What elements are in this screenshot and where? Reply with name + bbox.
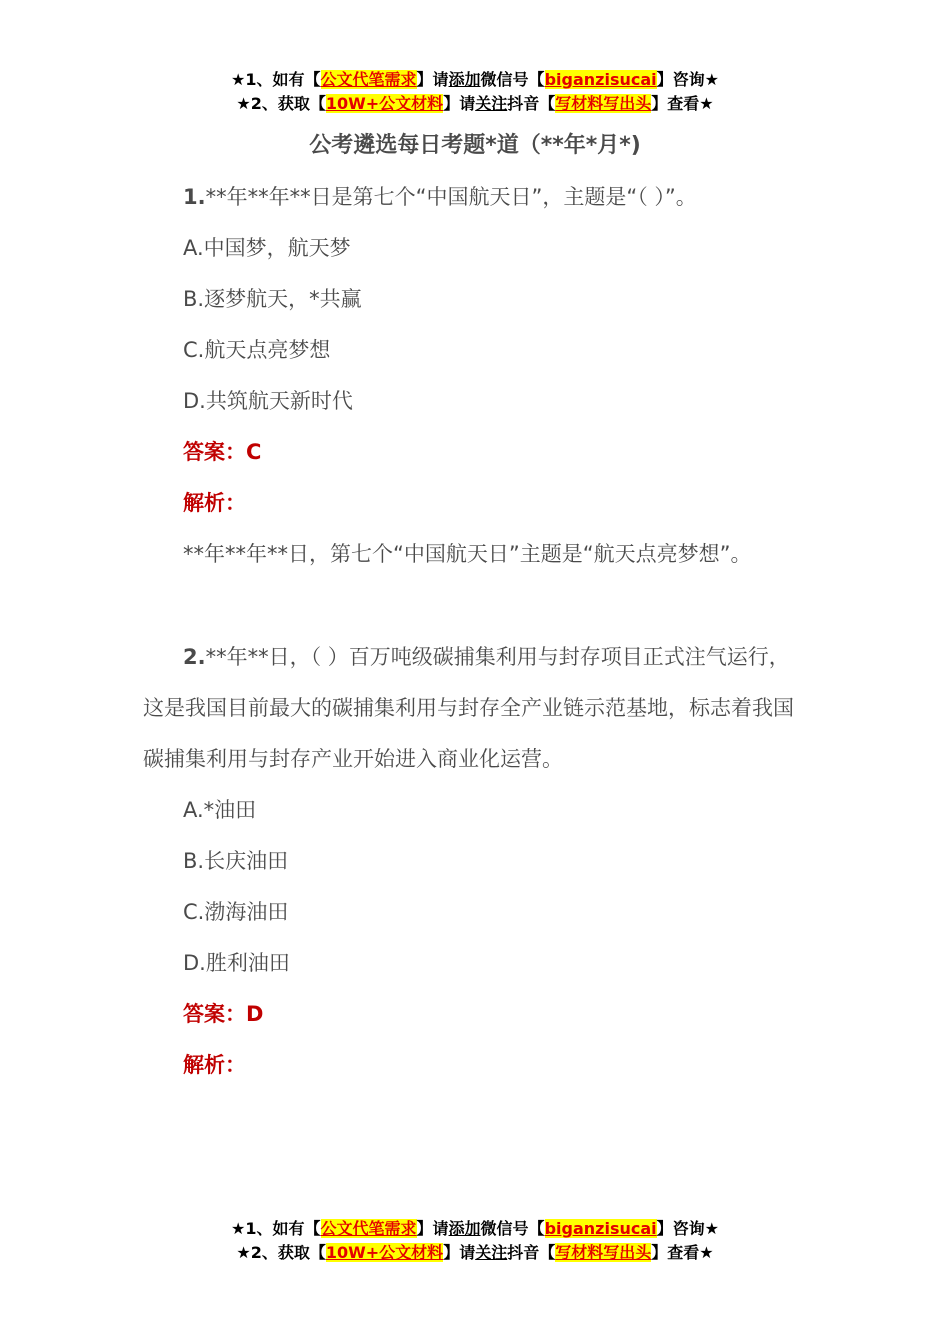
question-2-option-b: B.长庆油田 xyxy=(183,849,289,873)
question-2-option-a: A.*油田 xyxy=(183,798,257,822)
banner-line-1: ★1、如有【公文代笔需求】请添加微信号【biganzisucai】咨询★ xyxy=(231,70,719,89)
footer-banner xyxy=(0,1217,950,1265)
question-1-option-a: A.中国梦，航天梦 xyxy=(183,236,351,260)
question-2-option-d: D.胜利油田 xyxy=(183,951,290,975)
question-2-stem: 2.**年**日，（ ）百万吨级碳捕集利用与封存项目正式注气运行，这是我国目前最大的碳捕集利用与封存全产业链示范基地，标志着我国碳捕集利用与封存产业开始进入商业化运营。 xyxy=(143,645,794,771)
question-1-option-d: D.共筑航天新时代 xyxy=(183,389,353,413)
question-2-answer: 答案：D xyxy=(183,1002,264,1026)
question-1-analysis-label: 解析： xyxy=(183,491,246,515)
document-body xyxy=(143,172,807,1091)
banner-highlight: 10W+公文材料 xyxy=(325,94,444,113)
question-1-analysis: **年**年**日，第七个“中国航天日”主题是“航天点亮梦想”。 xyxy=(183,542,752,566)
banner-line-2: ★2、获取【10W+公文材料】请关注抖音【写材料写出头】查看★ xyxy=(236,94,714,113)
footer-line-2: ★2、获取【10W+公文材料】请关注抖音【写材料写出头】查看★ xyxy=(236,1243,714,1262)
spacer xyxy=(143,580,807,632)
banner-wechat-id: biganzisucai xyxy=(544,70,657,89)
header-banner xyxy=(0,68,950,116)
question-2-analysis-label: 解析： xyxy=(183,1053,246,1077)
footer-highlight: 写材料写出头 xyxy=(555,1243,652,1262)
question-1-answer: 答案：C xyxy=(183,440,262,464)
footer-highlight: 公文代笔需求 xyxy=(320,1219,417,1238)
document-title: 公考遴选每日考题*道（**年*月*) xyxy=(309,133,641,158)
footer-line-1: ★1、如有【公文代笔需求】请添加微信号【biganzisucai】咨询★ xyxy=(231,1219,719,1238)
question-2-option-c: C.渤海油田 xyxy=(183,900,289,924)
banner-highlight: 公文代笔需求 xyxy=(320,70,417,89)
banner-highlight: 写材料写出头 xyxy=(555,94,652,113)
footer-highlight: 10W+公文材料 xyxy=(325,1243,444,1262)
question-1-option-c: C.航天点亮梦想 xyxy=(183,338,331,362)
question-1-option-b: B.逐梦航天，*共赢 xyxy=(183,287,362,311)
footer-wechat-id: biganzisucai xyxy=(544,1219,657,1238)
question-1-stem: 1.**年**年**日是第七个“中国航天日”，主题是“（ ）”。 xyxy=(183,185,697,209)
